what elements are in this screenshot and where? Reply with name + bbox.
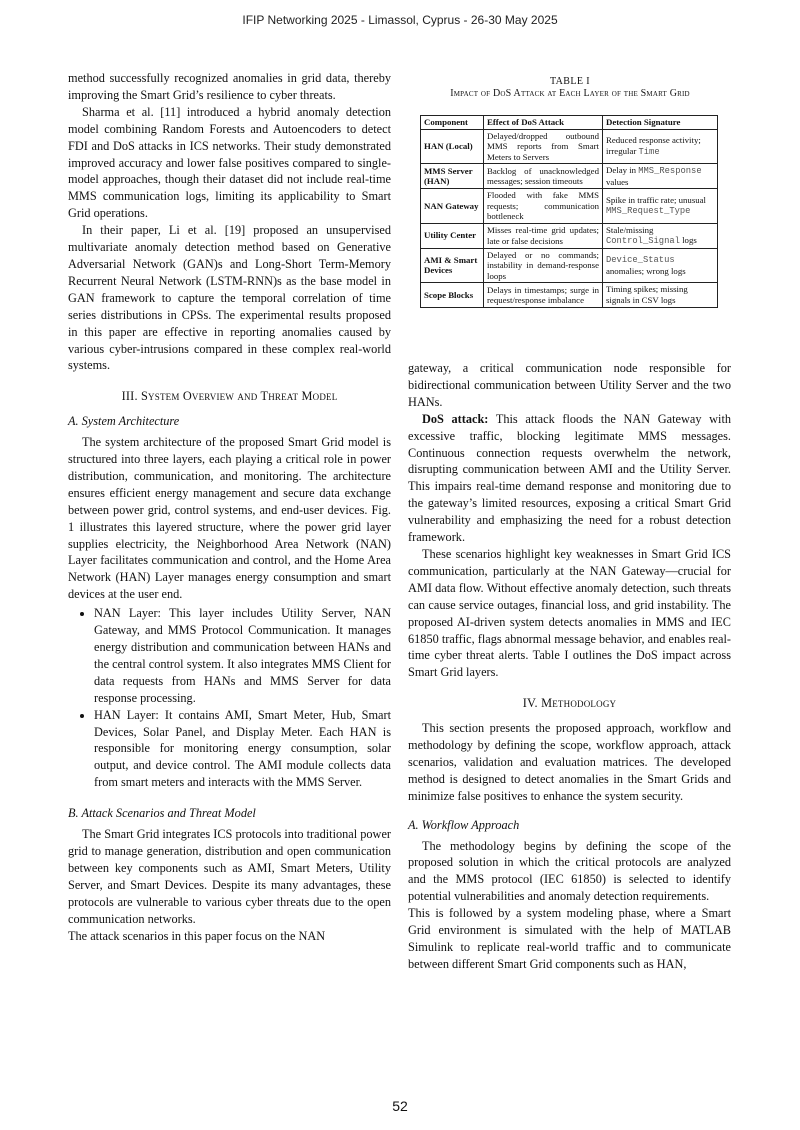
paragraph: The system architecture of the proposed Smart Grid model is structured into three layers, each playing a critical role in power distribution, communication, and monitoring. The architecture ensures efficient energy management and secure data exchange between power grid, control systems, and end-user devices. Fig. 1 illustrates this layered structure, where the power grid layer supplies electricity, the Neighborhood Area Network (NAN) Layer facilitates communication and control, and the Home Area Network (HAN) Layer manages energy consumption and smart devices at the user end. bbox=[68, 435, 391, 602]
paragraph-text: This attack floods the NAN Gateway with excessive traffic, blocking legitimate MMS messages. Continuous connection requests overwhelm the network, disrupting communication between AMI and the Utility Server. This impairs real-time demand response and monitoring due to the gateway’s limited resources, exposing a critical Smart Grid vulnerability and emphasizing the need for a robust detection framework. bbox=[408, 411, 732, 545]
running-header: IFIP Networking 2025 - Limassol, Cyprus - 26-30 May 2025 bbox=[242, 13, 558, 27]
column-header: Effect of DoS Attack bbox=[484, 116, 603, 130]
signature-cell bbox=[603, 164, 718, 189]
table-caption-text: Impact of DoS Attack at Each Layer of the Smart Grid bbox=[450, 88, 690, 99]
component-cell: NAN Gateway bbox=[421, 189, 484, 224]
effect-cell: Delayed/dropped outbound MMS reports from Smart Meters to Servers bbox=[484, 129, 603, 164]
table-header-row bbox=[421, 116, 718, 130]
list-item: • NAN Layer: This layer includes Utility Server, NAN Gateway, and MMS Protocol Communication. It manages energy distribution and communication between HANs and the central control system. It also integrates MMS Client for data requests from HANs and MMS Server for data response processing. bbox=[94, 605, 391, 706]
paragraph: These scenarios highlight key weaknesses in Smart Grid ICS communication, particularly at the NAN Gateway—crucial for AMI data flow. Without effective anomaly detection, such threats can cause service outages, financial loss, and grid instability. The proposed AI-driven system detects anomalies in MMS and IEC 61850 traffic, flags abnormal message behavior, and enables real-time cyber threat alerts. Table I outlines the DoS impact across Smart Grid layers. bbox=[408, 546, 731, 680]
section-heading bbox=[408, 695, 731, 712]
effect-cell: Flooded with fake MMS requests; communication bottleneck bbox=[484, 189, 603, 224]
component-cell: AMI & Smart Devices bbox=[421, 248, 484, 283]
paragraph: method successfully recognized anomalies in grid data, thereby improving the Smart Grid’s resilience to cyber threats. bbox=[68, 71, 391, 102]
paragraph bbox=[408, 411, 731, 546]
impact-table bbox=[420, 115, 718, 308]
table-block bbox=[420, 76, 720, 308]
effect-cell: Backlog of unacknowledged messages; session timeouts bbox=[484, 164, 603, 189]
subsection-heading: A. Workflow Approach bbox=[408, 817, 520, 832]
signature-text: Delay in bbox=[606, 165, 639, 175]
signature-text: Reduced response activity; irregular bbox=[606, 135, 701, 156]
signature-cell bbox=[603, 129, 718, 164]
paragraph: The Smart Grid integrates ICS protocols into traditional power grid to manage generation, distribution and open communication between key components such as AMI, Smart Meters, Utility Server, and Smart Devices. Despite its many advantages, these protocols are vulnerable to various cyber threats due to the open communication networks. bbox=[68, 827, 391, 926]
table-row bbox=[421, 164, 718, 189]
paragraph: This is followed by a system modeling phase, where a Smart Grid environment is simulated with the help of MATLAB Simulink to replicate real-world traffic and to communicate between different Smart Grid components such as HAN, bbox=[408, 906, 731, 971]
signature-cell bbox=[603, 248, 718, 283]
table-row bbox=[421, 283, 718, 308]
signature-text: logs bbox=[679, 235, 697, 245]
paragraph: Sharma et al. [11] introduced a hybrid anomaly detection model combining Random Forests and Autoencoders to detect FDI and DoS attacks in ICS networks. Their study demonstrated improved accuracy and lower false positives compared to single-model approaches, though their dataset did not include real-time MMS communication logs, limiting its applicability to Smart Grid operations. bbox=[68, 104, 391, 221]
signature-text: Timing spikes; missing signals in CSV logs bbox=[606, 284, 688, 305]
table-row bbox=[421, 189, 718, 224]
effect-cell: Delays in timestamps; surge in request/response imbalance bbox=[484, 283, 603, 308]
section-heading bbox=[68, 388, 391, 405]
paragraph: The attack scenarios in this paper focus on the NAN bbox=[68, 928, 326, 943]
subsection-heading: A. System Architecture bbox=[68, 414, 180, 429]
component-cell: HAN (Local) bbox=[421, 129, 484, 164]
dos-attack-label: DoS attack: bbox=[422, 411, 489, 426]
signature-code: MMS_Request_Type bbox=[606, 206, 691, 217]
signature-cell bbox=[603, 223, 718, 248]
signature-cell bbox=[603, 189, 718, 224]
left-column bbox=[68, 70, 391, 944]
column-header: Detection Signature bbox=[603, 116, 718, 130]
paragraph: In their paper, Li et al. [19] proposed an unsupervised multivariate anomaly detection method based on Generative Adversarial Network (GAN)s and Long-Short Term-Memory Recurrent Neural Network (LSTM-RNN)s as the base model in GAN framework to capture the temporal correlation of time series distributions in CPSs. The experimental results proposed in this paper are effective in reporting anomalies caused by various cyber-intrusions compared in these complex real-world systems. bbox=[68, 223, 391, 373]
page-number: 52 bbox=[392, 1098, 408, 1114]
signature-code: MMS_Response bbox=[638, 166, 702, 176]
signature-text: anomalies; wrong logs bbox=[606, 265, 686, 276]
table-row bbox=[421, 129, 718, 164]
bullet-list bbox=[68, 605, 391, 791]
paragraph: This section presents the proposed approach, workflow and methodology by defining the scope, workflow approach, attack scenarios, validation and evaluation matrices. The developed method is designed to detect anomalies in the Smart Grids and minimize false positives to enhance the system security. bbox=[408, 721, 731, 803]
column-header: Component bbox=[421, 116, 484, 130]
signature-code: Device_Status bbox=[606, 255, 675, 266]
paragraph: gateway, a critical communication node responsible for bidirectional communication between Utility Server and the two HANs. bbox=[408, 361, 731, 409]
right-column bbox=[408, 360, 731, 973]
paragraph: The methodology begins by defining the scope of the proposed solution in which the critical protocols are analyzed and the MMS protocol (IEC 61850) is selected to identify potential vulnerabilities and anomaly detection requirements. bbox=[408, 838, 731, 904]
signature-text: Stale/missing bbox=[606, 224, 654, 235]
component-cell: MMS Server (HAN) bbox=[421, 164, 484, 189]
component-cell: Scope Blocks bbox=[421, 283, 484, 308]
component-cell: Utility Center bbox=[421, 223, 484, 248]
effect-cell: Delayed or no commands; instability in demand-response loops bbox=[484, 248, 603, 283]
table-row bbox=[421, 248, 718, 283]
signature-code: Time bbox=[638, 146, 660, 157]
signature-code: Control_Signal bbox=[606, 236, 680, 246]
section-title: IV. Methodology bbox=[522, 696, 617, 711]
table-caption bbox=[420, 88, 720, 99]
section-title: III. System Overview and Threat Model bbox=[121, 389, 338, 404]
signature-text: Spike in traffic rate; unusual bbox=[606, 194, 706, 205]
table-label: TABLE I bbox=[549, 76, 591, 87]
signature-cell bbox=[603, 283, 718, 308]
list-item: • HAN Layer: It contains AMI, Smart Meter, Hub, Smart Devices, Solar Panel, and Display Meter. Each HAN is responsible for monitoring energy consumption, solar output, and device control. The AMI module collects data from smart meters and interacts with the MMS Server. bbox=[94, 707, 391, 792]
table-row bbox=[421, 223, 718, 248]
effect-cell: Misses real-time grid updates; late or false decisions bbox=[484, 223, 603, 248]
subsection-heading: B. Attack Scenarios and Threat Model bbox=[68, 806, 256, 821]
signature-text: values bbox=[606, 176, 629, 187]
